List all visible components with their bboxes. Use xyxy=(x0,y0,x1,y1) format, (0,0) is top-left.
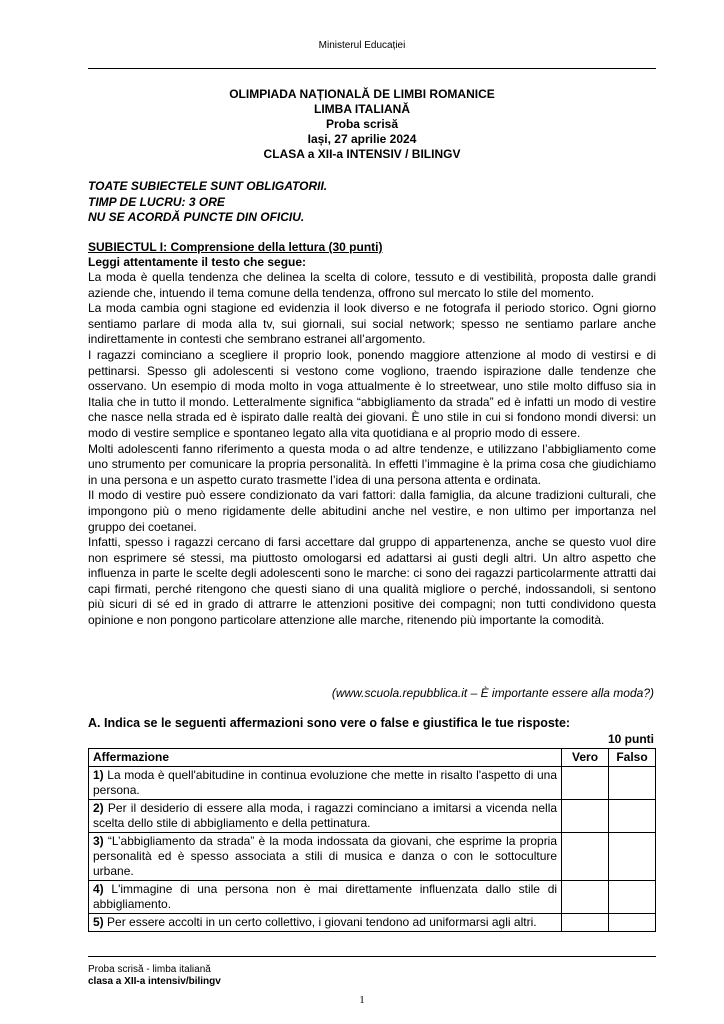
true-answer-cell[interactable] xyxy=(562,767,609,800)
title-language: LIMBA ITALIANĂ xyxy=(314,102,410,116)
statement-number: 3) xyxy=(93,834,104,848)
statement-text: La moda è quell'abitudine in continua evoluzione che mette in risalto l'aspetto di una persona. xyxy=(93,768,558,797)
passage-paragraph: Infatti, spesso i ragazzi cercano di farsi accettare dal gruppo di appartenenza, anche se questo vuol dire non esprimere sé stessi, ma piuttosto omologarsi ed adattarsi ai gusti degli altri. Un altro aspetto che influenza in parte le scelte degli adolescenti sono le marche: ci sono dei ragazzi particolarmente attratti dai capi firmati, perché ritengono che questi siano di una qualità migliore o perché, indossandoli, si sentono più sicuri di sé ed in grado di attrarre le attenzioni positive dei compagni; non tutti condividono questa opinione e non pongono particolare attenzione alle marche, ritenendo più importante la comodità. xyxy=(88,535,656,628)
title-exam-type: Proba scrisă xyxy=(325,117,399,131)
passage-paragraph: La moda cambia ogni stagione ed evidenzia il look diverso e ne fotografa il periodo storico. Ogni giorno sentiamo parlare di moda alla tv, sui giornali, sui social network; spesso ne sentiamo parlare anche indirettamente in contesti che sembrano estranei all’argomento. xyxy=(88,301,656,347)
false-answer-cell[interactable] xyxy=(609,833,656,881)
footer xyxy=(88,964,221,988)
false-answer-cell[interactable] xyxy=(609,800,656,833)
passage-paragraph: I ragazzi cominciano a scegliere il proprio look, ponendo maggiore attenzione al modo di vestirsi e di pettinarsi. Spesso gli adolescenti si vestono come vogliono, traendo ispirazione dalle tendenze che osservano. Un esempio di moda molto in voga attualmente è lo streetwear, uno stile molto diffuso sia in Italia che in tutto il mondo. Letteralmente significa “abbigliamento da strada” ed è infatti un modo di vestire che nasce nella strada ed è ispirato dalle realtà dei giovani. È uno stile in cui si fondono mondi diversi: un modo di vestire semplice e spontaneo legato alla vita quotidiana e al proprio modo di essere. xyxy=(88,347,656,440)
task-points: 10 punti xyxy=(607,732,654,746)
footer-class: clasa a XII-a intensiv/bilingv xyxy=(88,976,221,987)
false-answer-cell[interactable] xyxy=(609,914,656,932)
reading-passage xyxy=(88,270,656,629)
true-answer-cell[interactable] xyxy=(562,833,609,881)
reading-instruction: Leggi attentamente il testo che segue: xyxy=(88,255,307,269)
table-row xyxy=(89,800,656,833)
passage-paragraph: Molti adolescenti fanno riferimento a questa moda o ad altre tendenze, e utilizzano l’abbigliamento come uno strumento per comunicare la propria personalità. In effetti l’immagine è la prima cosa che giudichiamo in una persona e un aspetto curato trasmette l’idea di una persona attenta e ordinata. xyxy=(88,441,656,487)
title-olympiad: OLIMPIADA NAȚIONALĂ DE LIMBI ROMANICE xyxy=(229,87,495,101)
statement-text: Per il desiderio di essere alla moda, i ragazzi cominciano a imitarsi a vicenda nella scelta dello stile di abbigliamento e della pettinatura. xyxy=(93,801,558,830)
title-date: Iași, 27 aprilie 2024 xyxy=(307,132,417,146)
statement-text: L'immagine di una persona non è mai direttamente influenzata dallo stile di abbigliamento. xyxy=(93,882,558,911)
header-statement: Affermazione xyxy=(89,749,562,767)
statement-number: 2) xyxy=(93,801,104,815)
header-false: Falso xyxy=(609,749,656,767)
passage-paragraph: Il modo di vestire può essere condizionato da vari fattori: dalla famiglia, da alcune tradizioni culturali, che impongono più o meno rigidamente delle abitudini anche nel vestire, e non ultimo per importanza nel gruppo dei coetanei. xyxy=(88,488,656,534)
false-answer-cell[interactable] xyxy=(609,767,656,800)
passage-source: (www.scuola.repubblica.it – È importante essere alla moda?) xyxy=(331,686,654,700)
subject-heading: SUBIECTUL I: Comprensione della lettura (30 punti) xyxy=(88,240,383,254)
statement-text: Per essere accolti in un certo collettivo, i giovani tendono ad uniformarsi agli altri. xyxy=(107,915,537,929)
instruction-line: TIMP DE LUCRU: 3 ORE xyxy=(88,194,225,209)
statement-number: 5) xyxy=(93,915,104,929)
instructions xyxy=(88,179,656,226)
header-true: Vero xyxy=(562,749,609,767)
statement-text: “L’abbigliamento da strada” è la moda indossata da giovani, che esprime la propria personalità ed è spesso associata a stili di musica e danza o con le sottoculture urbane. xyxy=(93,834,558,878)
table-row xyxy=(89,767,656,800)
table-row xyxy=(89,914,656,932)
title-block xyxy=(0,87,724,162)
statement-number: 4) xyxy=(93,882,104,896)
passage-paragraph: La moda è quella tendenza che delinea la scelta di colore, tessuto e di vestibilità, proposta dalle grandi aziende che, intuendo il tema comune della tendenza, offrono sul mercato lo stile del momento. xyxy=(88,270,656,300)
statement-cell xyxy=(89,800,562,833)
true-answer-cell[interactable] xyxy=(562,914,609,932)
table-row xyxy=(89,881,656,914)
statement-cell xyxy=(89,767,562,800)
instruction-line: NU SE ACORDĂ PUNCTE DIN OFICIU. xyxy=(88,210,305,224)
true-answer-cell[interactable] xyxy=(562,800,609,833)
table-row xyxy=(89,833,656,881)
header-divider xyxy=(88,68,656,69)
table-header-row xyxy=(89,749,656,767)
page-number: 1 xyxy=(359,994,365,1006)
false-answer-cell[interactable] xyxy=(609,881,656,914)
statement-number: 1) xyxy=(93,768,104,782)
statement-cell xyxy=(89,881,562,914)
footer-divider xyxy=(88,956,656,957)
statement-cell xyxy=(89,833,562,881)
title-class: CLASA a XII-a INTENSIV / BILINGV xyxy=(263,147,461,161)
true-answer-cell[interactable] xyxy=(562,881,609,914)
instruction-line: TOATE SUBIECTELE SUNT OBLIGATORII. xyxy=(88,179,328,193)
statement-cell xyxy=(89,914,562,932)
header-ministry: Ministerul Educației xyxy=(318,40,406,51)
true-false-table xyxy=(88,748,656,932)
task-heading: A. Indica se le seguenti affermazioni sono vere o false e giustifica le tue risposte: xyxy=(88,716,571,730)
footer-exam: Proba scrisă - limba italiană xyxy=(88,964,211,975)
